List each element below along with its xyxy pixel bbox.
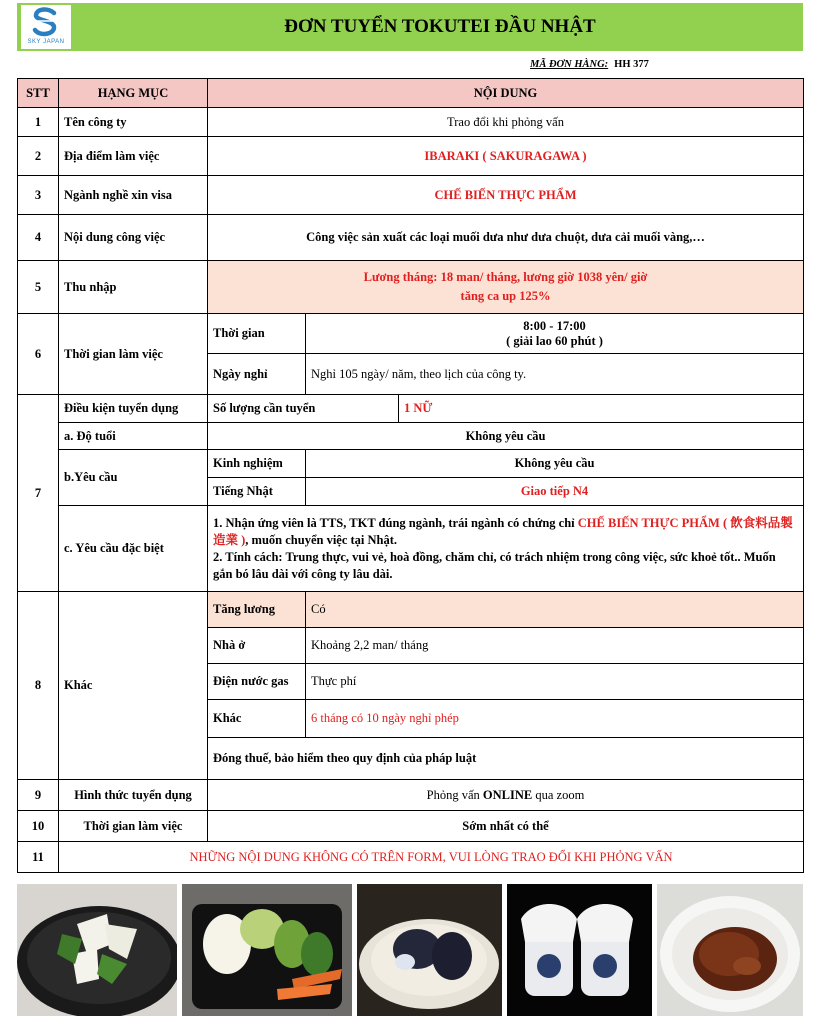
row-number: 4 [18, 215, 59, 261]
order-code-label: MÃ ĐƠN HÀNG: [530, 59, 609, 70]
sub-label: Điện nước gas [208, 664, 306, 700]
work-location: IBARAKI ( SAKURAGAWA ) [208, 137, 804, 176]
text-segment: CHẾ BIẾN THỰC PHẨM [577, 515, 720, 530]
work-hours [306, 314, 804, 354]
row-label: Thời gian làm việc [59, 811, 208, 842]
col-stt: STT [18, 79, 59, 108]
sub-label: Thời gian [208, 314, 306, 354]
photo-strip [17, 884, 803, 1016]
sub-label: Kinh nghiệm [208, 450, 306, 478]
logo-text: SKY JAPAN [27, 39, 65, 45]
row-label: Tên công ty [59, 108, 208, 137]
col-category: HẠNG MỤC [59, 79, 208, 108]
row-number: 5 [18, 261, 59, 314]
job-order-table [17, 78, 804, 873]
table-row [18, 215, 804, 261]
row-label: Thu nhập [59, 261, 208, 314]
row-number: 2 [18, 137, 59, 176]
row-number: 10 [18, 811, 59, 842]
sub-label: Số lượng cần tuyển [208, 395, 399, 423]
table-row [18, 780, 804, 811]
work-hours-range: 8:00 - 17:00 [523, 318, 586, 333]
sub-label: Ngày nghỉ [208, 354, 306, 395]
text-segment: Phỏng vấn [426, 787, 483, 802]
sky-japan-logo [21, 5, 71, 49]
table-row [18, 261, 804, 314]
row-label: Điều kiện tuyển dụng [59, 395, 208, 423]
table-header-row [18, 79, 804, 108]
visa-industry: CHẾ BIẾN THỰC PHẨM [208, 176, 804, 215]
sub-label: Tiếng Nhật [208, 478, 306, 506]
row-label: Địa điểm làm việc [59, 137, 208, 176]
table-row [18, 506, 804, 592]
table-row [18, 811, 804, 842]
special-requirement-1 [213, 515, 798, 549]
special-requirements [208, 506, 804, 592]
japanese-requirement: Giao tiếp N4 [306, 478, 804, 506]
row-number: 7 [18, 395, 59, 592]
tax-insurance: Đóng thuế, bảo hiểm theo quy định của pháp luật [208, 738, 804, 780]
row-label: a. Độ tuổi [59, 423, 208, 450]
table-row [18, 108, 804, 137]
text-segment: , muốn chuyển việc tại Nhật. [245, 532, 398, 547]
experience-requirement: Không yêu cầu [306, 450, 804, 478]
income [208, 261, 804, 314]
pickle-jars-photo [507, 884, 652, 1016]
sub-label: Nhà ở [208, 628, 306, 664]
row-number: 1 [18, 108, 59, 137]
row-label: Ngành nghề xin visa [59, 176, 208, 215]
paid-leave: 6 tháng có 10 ngày nghỉ phép [306, 700, 804, 738]
row-number: 6 [18, 314, 59, 395]
order-code-value: HH 377 [614, 59, 649, 70]
row-label: Khác [59, 592, 208, 780]
company-name: Trao đổi khi phỏng vấn [208, 108, 804, 137]
housing-cost: Khoảng 2,2 man/ tháng [306, 628, 804, 664]
row-number: 11 [18, 842, 59, 873]
table-row [18, 450, 804, 478]
footer-note: NHỮNG NỘI DUNG KHÔNG CÓ TRÊN FORM, VUI LÒNG TRAO ĐỔI KHI PHỎNG VẤN [59, 842, 804, 873]
row-label: Hình thức tuyển dụng [59, 780, 208, 811]
sub-label: Tăng lương [208, 592, 306, 628]
income-line-2: tăng ca up 125% [460, 289, 551, 303]
order-code [530, 59, 649, 70]
headcount: 1 NỮ [399, 395, 804, 423]
text-segment: ONLINE [482, 787, 533, 802]
table-row [18, 592, 804, 628]
table-row [18, 842, 804, 873]
text-segment: ( 飲食料品製造業 ) [213, 515, 793, 547]
salary-raise: Có [306, 592, 804, 628]
row-label: c. Yêu cầu đặc biệt [59, 506, 208, 592]
utilities-cost: Thực phí [306, 664, 804, 700]
row-label: Thời gian làm việc [59, 314, 208, 395]
pickled-relish-photo [657, 884, 803, 1016]
job-description: Công việc sản xuất các loại muối dưa như dưa chuột, dưa cải muối vàng,… [208, 215, 804, 261]
table-row [18, 314, 804, 354]
table-row [18, 423, 804, 450]
row-label: Nội dung công việc [59, 215, 208, 261]
text-segment: 1. Nhận ứng viên là TTS, TKT đúng ngành, trái ngành có chứng chỉ [213, 515, 578, 530]
work-hours-break: ( giải lao 60 phút ) [506, 333, 603, 348]
table-row [18, 395, 804, 423]
header-banner [17, 3, 803, 51]
row-label: b.Yêu cầu [59, 450, 208, 506]
recruitment-method [208, 780, 804, 811]
row-number: 9 [18, 780, 59, 811]
table-row [18, 137, 804, 176]
col-content: NỘI DUNG [208, 79, 804, 108]
pickled-radish-photo [17, 884, 177, 1016]
age-requirement: Không yêu cầu [208, 423, 804, 450]
row-number: 8 [18, 592, 59, 780]
text-segment: qua zoom [532, 787, 585, 802]
start-time: Sớm nhất có thể [208, 811, 804, 842]
table-row [18, 176, 804, 215]
days-off: Nghỉ 105 ngày/ năm, theo lịch của công ty. [306, 354, 804, 395]
pickled-eggplant-photo [357, 884, 502, 1016]
pickled-vegetables-photo [182, 884, 352, 1016]
sub-label: Khác [208, 700, 306, 738]
row-number: 3 [18, 176, 59, 215]
special-requirement-2: 2. Tính cách: Trung thực, vui vẻ, hoà đồng, chăm chỉ, có trách nhiệm trong công việc, sức khoẻ tốt.. Muốn gắn bó lâu dài với công ty lâu dài. [213, 549, 776, 581]
page-title: ĐƠN TUYỂN TOKUTEI ĐẦU NHẬT [284, 16, 596, 37]
income-line-1: Lương tháng: 18 man/ tháng, lương giờ 1038 yên/ giờ [363, 270, 648, 284]
